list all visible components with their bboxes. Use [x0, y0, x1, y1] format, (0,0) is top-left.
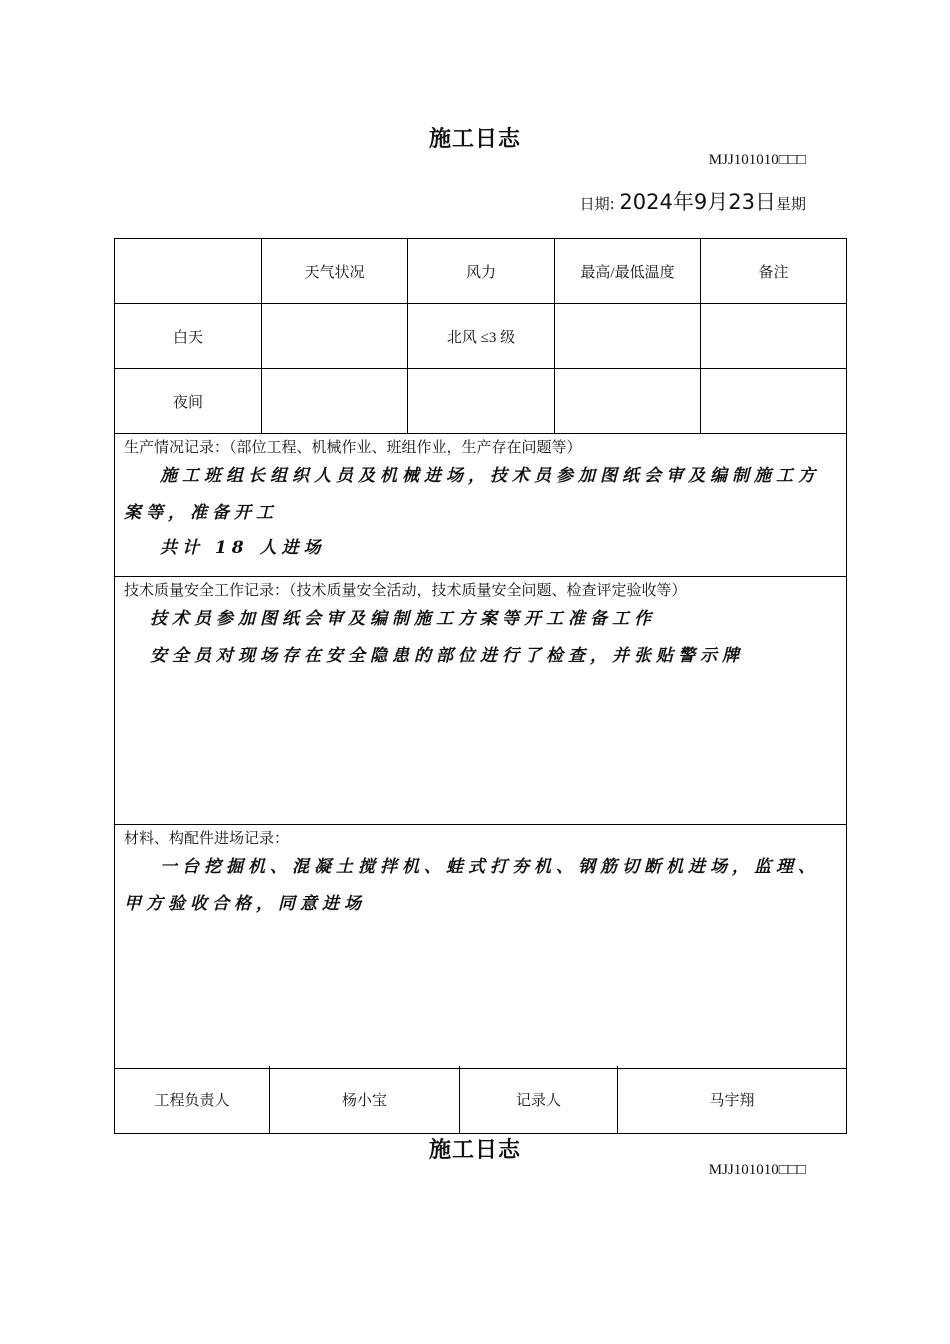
page2-document-code: MJJ101010□□□ [708, 1162, 806, 1178]
date-label: 日期: [579, 195, 615, 213]
date-day-unit: 日 [754, 190, 776, 214]
night-weather [262, 369, 408, 433]
day-wind: 北风 ≤3 级 [408, 304, 555, 368]
production-text: 施工班组长组织人员及机械进场，技术员参加图纸会审及编制施工方案等，准备开工 [124, 466, 820, 523]
production-text-2: 共计 18 人进场 [160, 538, 326, 558]
day-weather [262, 304, 408, 368]
date-month: 9 [693, 190, 708, 214]
log-table [114, 238, 847, 1069]
page-title: 施工日志 [428, 127, 521, 152]
weather-header-row [115, 239, 846, 304]
materials-section [115, 825, 846, 1068]
period-day: 白天 [115, 304, 262, 368]
page2-title: 施工日志 [428, 1138, 521, 1163]
header-wind: 风力 [408, 239, 555, 303]
quality-section [115, 577, 846, 825]
weather-row-day [115, 304, 846, 369]
date-year: 2024 [619, 190, 673, 214]
date-line [580, 186, 806, 216]
production-heading: 生产情况记录：（部位工程、机械作业、班组作业，生产存在问题等） [124, 440, 582, 456]
recorder-label: 记录人 [460, 1066, 618, 1133]
night-temperature [555, 369, 701, 433]
quality-line-1: 技术员参加图纸会审及编制施工方案等开工准备工作 [150, 609, 656, 629]
day-temperature [555, 304, 701, 368]
header-weather: 天气状况 [262, 239, 408, 303]
materials-text: 一台挖掘机、混凝土搅拌机、蛙式打夯机、钢筋切断机进场，监理、甲方验收合格，同意进场 [124, 857, 820, 914]
weekday-label: 星期 [775, 195, 806, 213]
period-night: 夜间 [115, 369, 262, 433]
manager-name: 杨小宝 [270, 1066, 460, 1133]
date-day: 23 [728, 190, 755, 214]
header-temperature: 最高/最低温度 [555, 239, 701, 303]
signature-row [114, 1066, 847, 1134]
header-remarks: 备注 [758, 264, 789, 281]
night-wind [408, 369, 555, 433]
materials-heading: 材料、构配件进场记录： [124, 831, 290, 847]
recorder-name: 马宇翔 [709, 1093, 755, 1109]
date-year-unit: 年 [672, 190, 694, 214]
day-remarks [701, 304, 846, 368]
production-section [115, 434, 846, 577]
date-month-unit: 月 [707, 190, 729, 214]
manager-label: 工程负责人 [115, 1066, 270, 1133]
quality-line-2: 安全员对现场存在安全隐患的部位进行了检查，并张贴警示牌 [150, 646, 744, 666]
document-code: MJJ101010□□□ [708, 152, 806, 168]
night-remarks [701, 369, 846, 433]
quality-heading: 技术质量安全工作记录：（技术质量安全活动，技术质量安全问题、检查评定验收等） [124, 583, 687, 599]
header-blank [115, 239, 262, 303]
weather-row-night [115, 369, 846, 434]
